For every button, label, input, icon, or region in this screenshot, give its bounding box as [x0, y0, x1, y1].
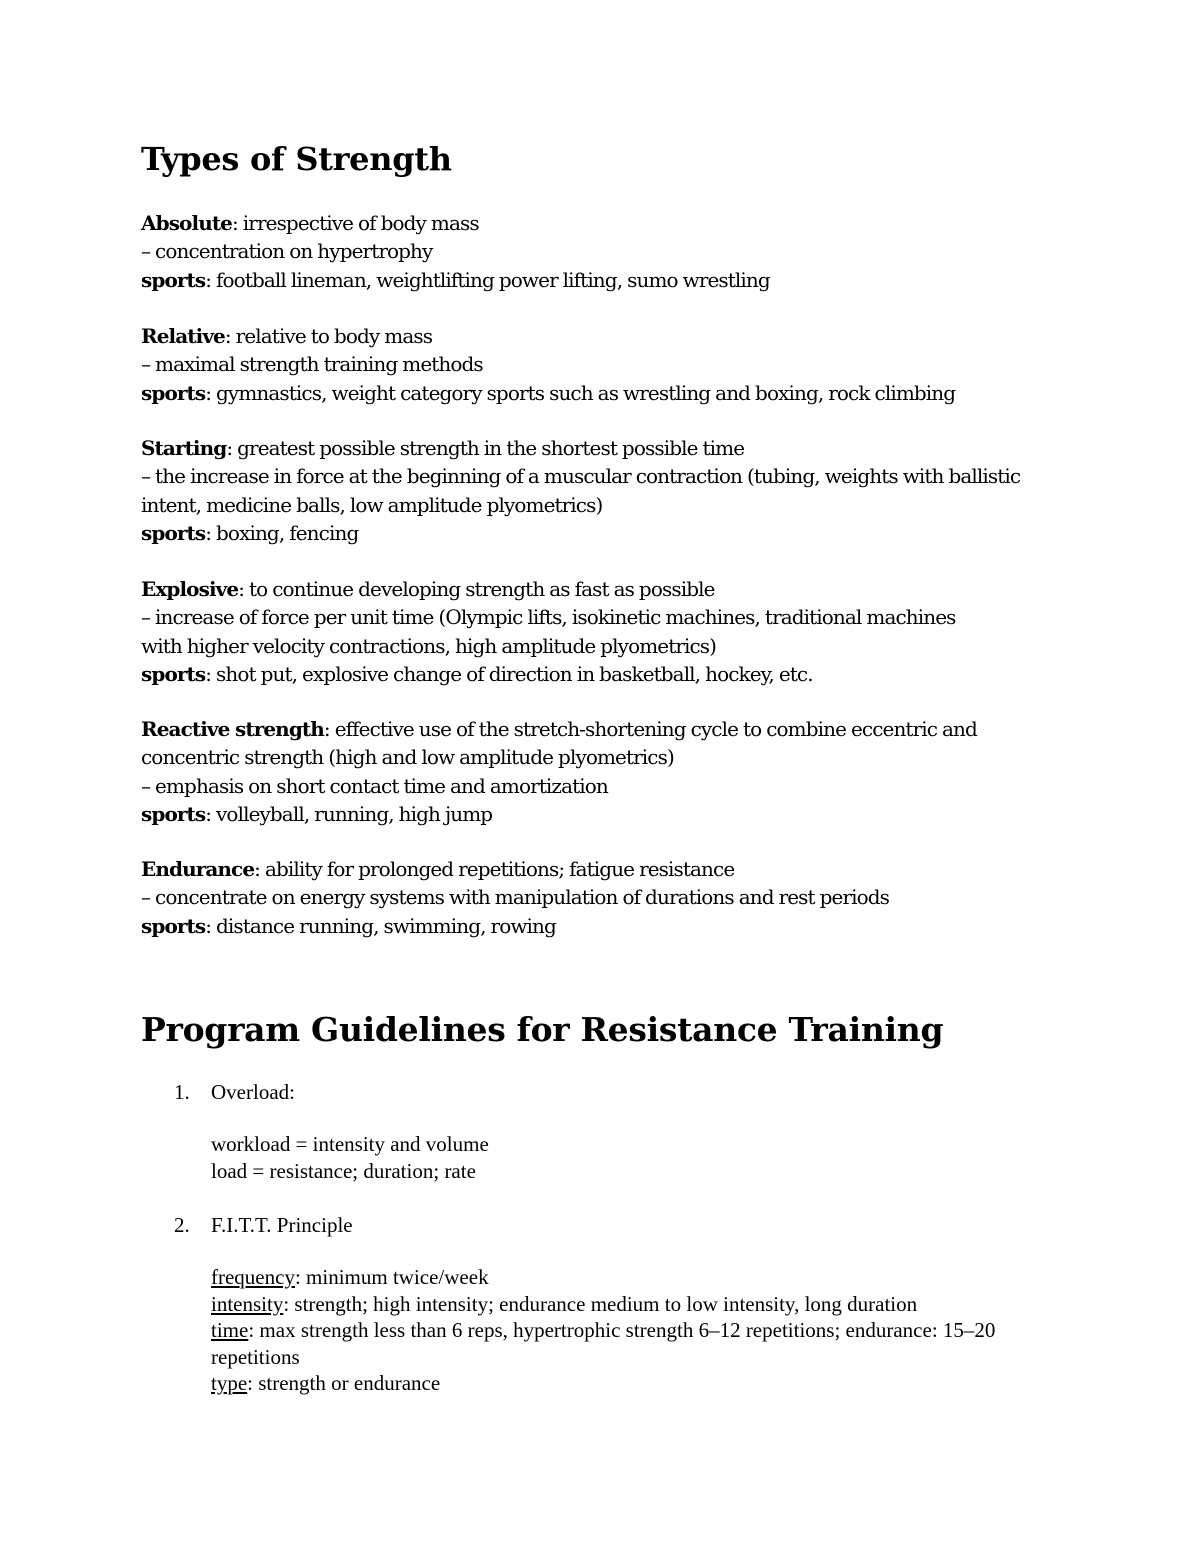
- strength-type-definition: : ability for prolonged repetitions; fatigue resistance: [254, 857, 735, 881]
- strength-type-definition: : to continue developing strength as fast as possible: [238, 577, 715, 601]
- strength-type-detail: – concentration on hypertrophy: [141, 239, 433, 264]
- sports-list: : volleyball, running, high jump: [205, 801, 493, 826]
- strength-type-definition: : effective use of the stretch-shortening cycle to combine eccentric and concentric strength (high and low amplitude plyometrics): [141, 717, 977, 770]
- guideline-label: F.I.T.T. Principle: [211, 1213, 353, 1237]
- sports-label: sports: [141, 801, 206, 826]
- strength-type-detail: – maximal strength training methods: [141, 352, 483, 377]
- strength-type-detail: – emphasis on short contact time and amortization: [141, 773, 608, 798]
- strength-type-definition: : irrespective of body mass: [232, 211, 479, 235]
- strength-type-starting: [141, 434, 1071, 547]
- sports-label: sports: [141, 661, 206, 686]
- strength-type-definition: : greatest possible strength in the shortest possible time: [226, 436, 745, 460]
- fitt-text: : minimum twice/week: [294, 1265, 489, 1289]
- strength-type-name: Absolute: [141, 211, 233, 235]
- fitt-text: : strength; high intensity; endurance medium to low intensity, long duration: [283, 1291, 918, 1316]
- strength-type-relative: [141, 322, 1071, 407]
- sports-label: sports: [141, 913, 206, 938]
- sports-list: : boxing, fencing: [205, 520, 359, 545]
- guideline-detail-line: load = resistance; duration; rate: [211, 1158, 476, 1183]
- guideline-details: [211, 1264, 1071, 1397]
- strength-type-detail: – increase of force per unit time (Olympic lifts, isokinetic machines, traditional machines with higher velocity contractions, high amplitude plyometrics): [141, 605, 956, 658]
- sports-label: sports: [141, 267, 206, 292]
- sports-list: : shot put, explosive change of direction in basketball, hockey, etc.: [205, 661, 813, 686]
- heading-program-guidelines: Program Guidelines for Resistance Training: [141, 1010, 944, 1049]
- guideline-detail-line: workload = intensity and volume: [211, 1132, 489, 1156]
- strength-type-name: Reactive strength: [141, 717, 324, 741]
- strength-type-name: Relative: [141, 324, 225, 348]
- fitt-term-type: type: [211, 1371, 248, 1395]
- strength-type-name: Explosive: [141, 577, 239, 601]
- strength-type-absolute: [141, 209, 1071, 294]
- heading-types-of-strength: Types of Strength: [141, 140, 452, 178]
- sports-list: : gymnastics, weight category sports such as wrestling and boxing, rock climbing: [205, 380, 956, 405]
- list-number: 1.: [174, 1080, 190, 1104]
- strength-type-explosive: [141, 575, 1071, 688]
- strength-type-detail: – concentrate on energy systems with manipulation of durations and rest periods: [141, 885, 890, 910]
- fitt-text: : max strength less than 6 reps, hypertrophic strength 6–12 repetitions; endurance: 15–20 repetitions: [211, 1318, 996, 1369]
- strength-type-reactive: [141, 715, 1071, 828]
- strength-type-name: Endurance: [141, 857, 255, 881]
- list-number: 2.: [174, 1213, 190, 1237]
- strength-type-name: Starting: [141, 436, 227, 460]
- strength-type-detail: – the increase in force at the beginning of a muscular contraction (tubing, weights with ballistic intent, medicine balls, low amplitude plyometrics): [141, 464, 1021, 517]
- fitt-text: : strength or endurance: [247, 1371, 441, 1395]
- sports-list: : distance running, swimming, rowing: [205, 913, 556, 938]
- strength-type-endurance: [141, 855, 1071, 940]
- guideline-details: [211, 1131, 1071, 1184]
- guideline-label: Overload:: [211, 1080, 295, 1104]
- sports-list: : football lineman, weightlifting power lifting, sumo wrestling: [205, 267, 770, 292]
- fitt-term-time: time: [211, 1318, 249, 1342]
- fitt-term-frequency: frequency: [211, 1265, 295, 1289]
- strength-type-definition: : relative to body mass: [224, 324, 433, 348]
- fitt-term-intensity: intensity: [211, 1291, 284, 1316]
- sports-label: sports: [141, 520, 206, 545]
- sports-label: sports: [141, 380, 206, 405]
